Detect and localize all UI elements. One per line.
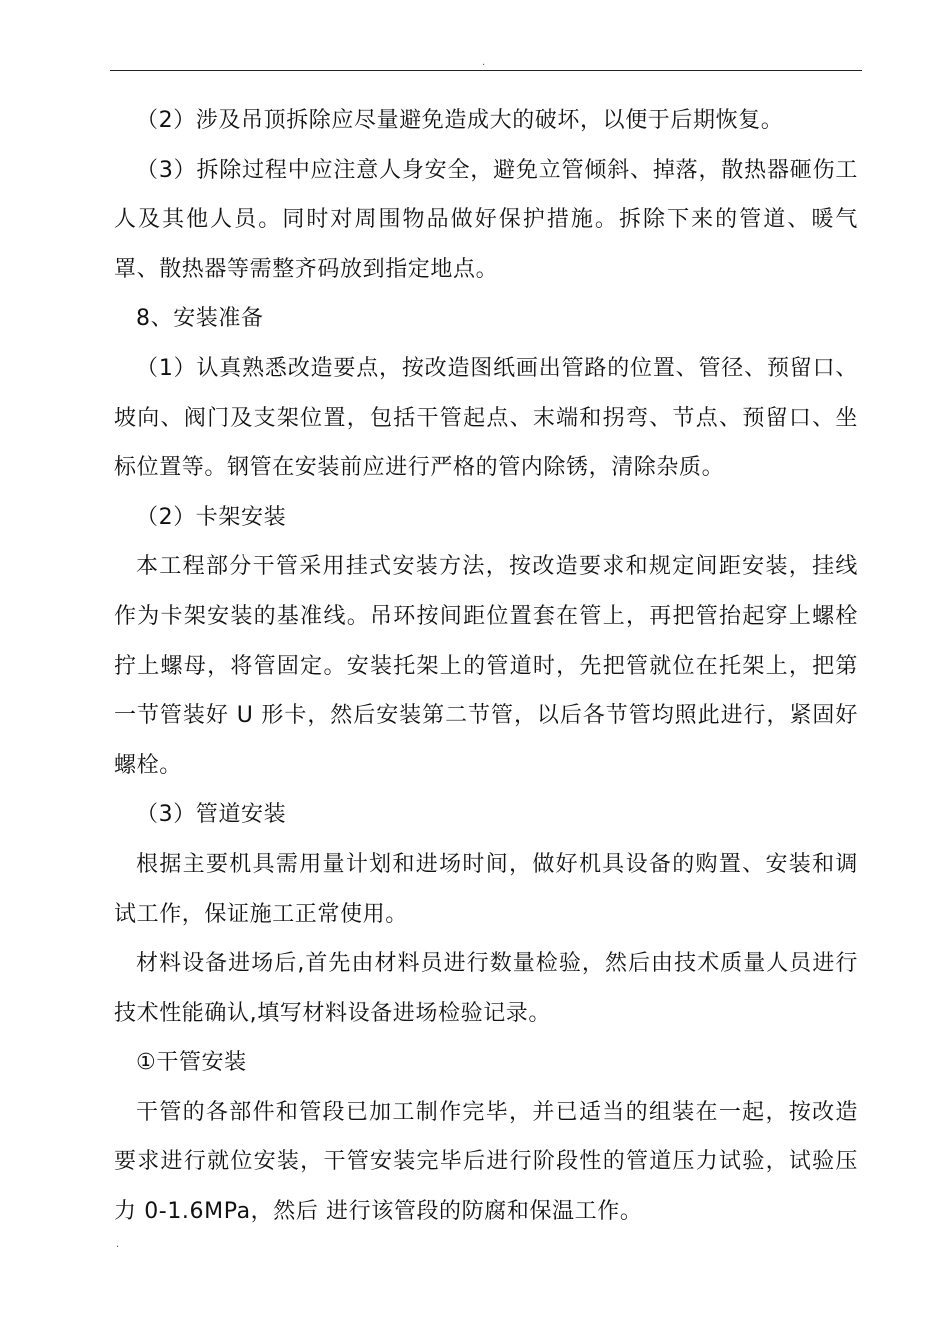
paragraph-demolish-ceiling: （2）涉及吊顶拆除应尽量避免造成大的破坏，以便于后期恢复。 <box>136 108 784 133</box>
subheading-pipe-install: （3）管道安装 <box>136 802 287 828</box>
paragraph-equipment-plan: 根据主要机具需用量计划和进场时间，做好机具设备的购置、安装和调试工作，保证施工正常使用。 <box>114 851 858 927</box>
footer-mark: . <box>116 1239 120 1250</box>
header-rule <box>110 70 862 71</box>
subheading-main-pipe-install: ①干管安装 <box>136 1050 247 1076</box>
paragraph-main-pipe-install: 干管的各部件和管段已加工制作完毕，并已适当的组装在一起，按改造要求进行就位安装，干管安装完毕后进行阶段性的管道压力试验，试验压力 0-1.6MPa，然后 进行该管段的防腐和保温工作。 <box>114 1099 858 1225</box>
paragraph-material-inspection: 材料设备进场后,首先由材料员进行数量检验，然后由技术质量人员进行技术性能确认,填写材料设备进场检验记录。 <box>114 951 858 1026</box>
paragraph-bracket-install: 本工程部分干管采用挂式安装方法，按改造要求和规定间距安装，挂线作为卡架安装的基准线。吊环按间距位置套在管上，再把管抬起穿上螺栓拧上螺母，将管固定。安装托架上的管道时，先把管就位在托架上，把第一节管装好 U 形卡，然后安装第二节管，以后各节管均照此进行，紧固好螺栓。 <box>114 554 858 778</box>
paragraph-study-drawings: （1）认真熟悉改造要点，按改造图纸画出管路的位置、管径、预留口、坡向、阀门及支架位置，包括干管起点、末端和拐弯、节点、预留口、坐标位置等。钢管在安装前应进行严格的管内除锈，清除杂质。 <box>114 355 858 481</box>
header-mark: . <box>482 57 486 68</box>
section-heading-install-prep: 8、安装准备 <box>136 306 264 332</box>
subheading-bracket-install: （2）卡架安装 <box>136 504 287 530</box>
paragraph-demolish-safety: （3）拆除过程中应注意人身安全，避免立管倾斜、掉落，散热器砸伤工人及其他人员。同时对周围物品做好保护措施。拆除下来的管道、暖气罩、散热器等需整齐码放到指定地点。 <box>114 157 858 282</box>
document-body <box>114 96 858 1237</box>
